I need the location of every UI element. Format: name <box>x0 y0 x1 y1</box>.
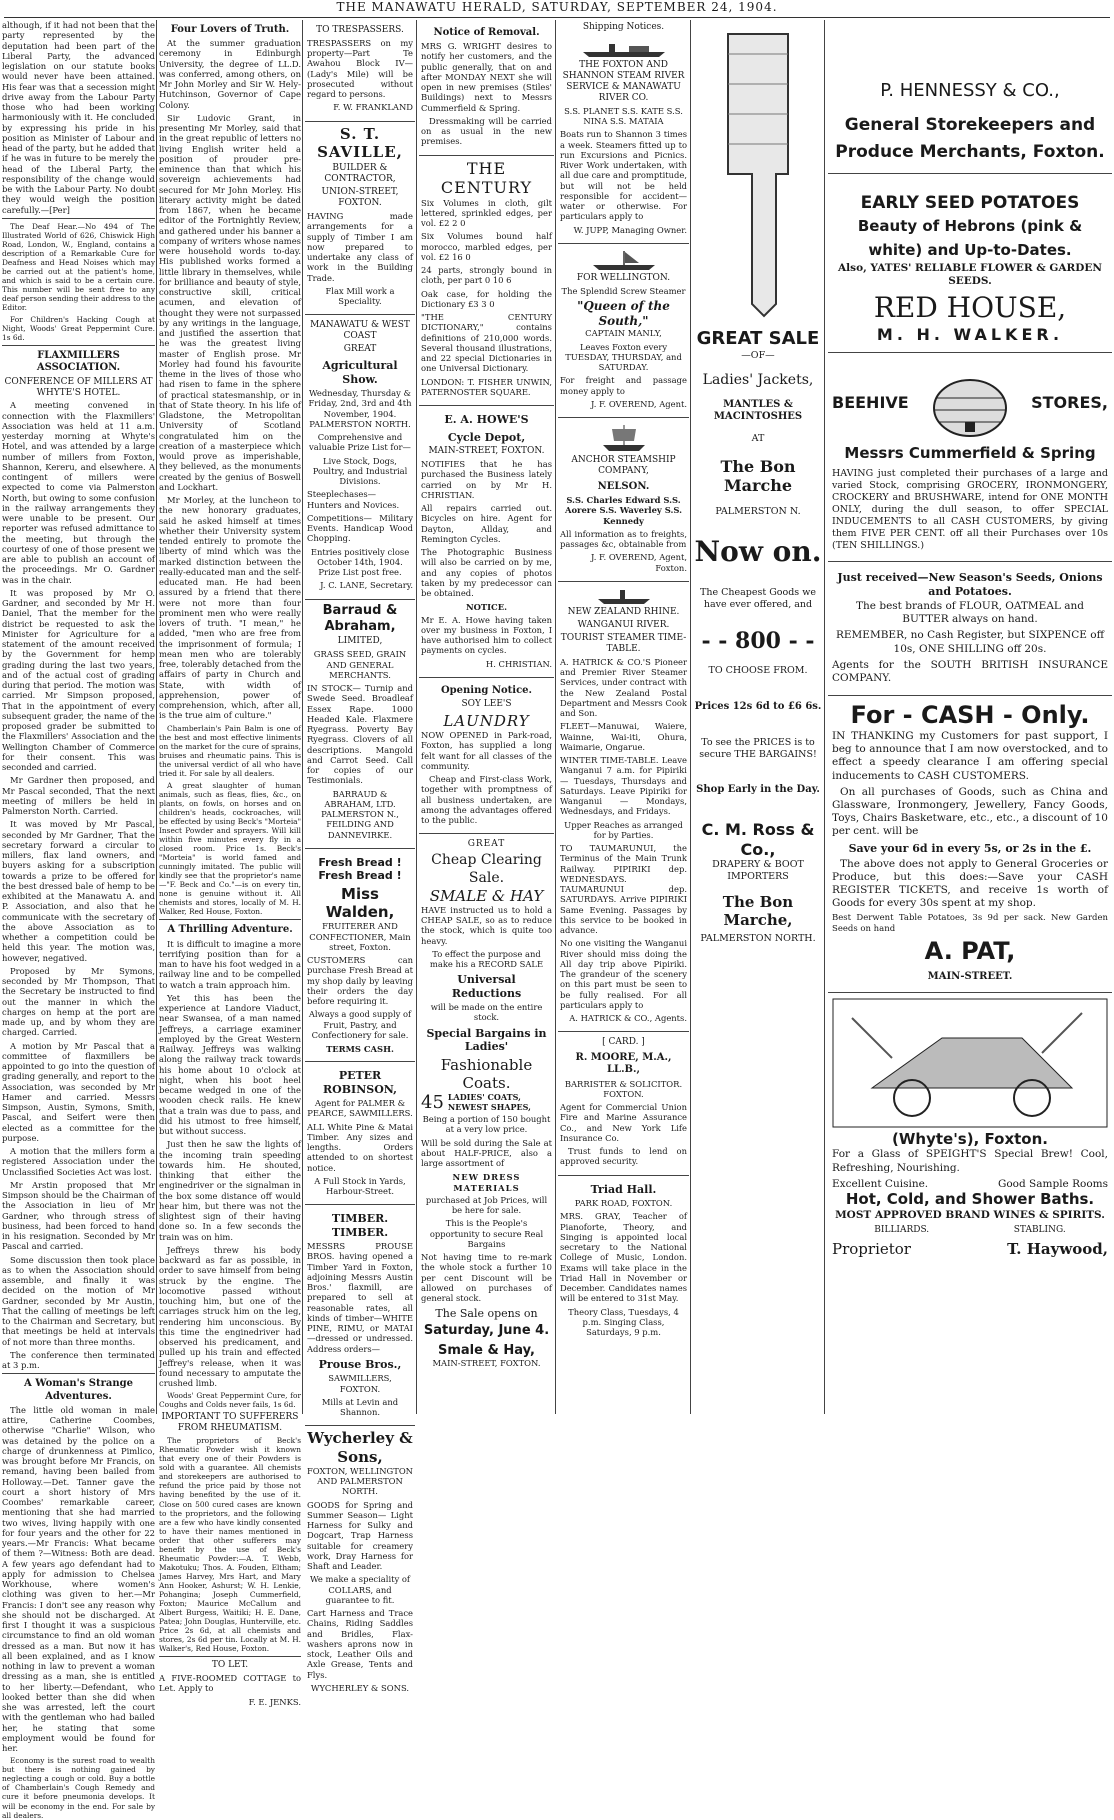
ad-river-service <box>558 35 689 244</box>
ad-text: A FIVE-ROOMED COTTAGE to Let. Apply to <box>159 1673 301 1694</box>
ad-text: Theory Class, Tuesdays, 4 p.m. Singing Class, Saturdays, 9 p.m. <box>568 1306 679 1338</box>
ad-subheading: TOURIST STEAMER TIME-TABLE. <box>560 632 687 654</box>
article-text: Sir Ludovic Grant, in presenting Mr Morley, said that in the great republic of letters no living English writer held a position of prouder pre-eminence than that which his sovereign achievements had secured for Mr John Morley. His literary activity might be dated from 1867, when he became editor of the Fortnightly Review, and gathered under his banner a company of writers whose names were household words to-day. His published works formed a little library in themselves, while for brilliance and beauty of style, constructive skill, critical acumen, and elevation of thought they were not surpassed by any writings in the language, and justified the assertion that he was the greatest living master of English prose. Mr Morley had found his favourite theme in the lives of those who had risen to fame in the sphere of practical statesmanship, or in that of State theory. In his life of Gladstone, the Metropolitan University of Scotland congratulated him on the creation of a masterpiece which would prove as imperishable, they believed, as the monuments created by the genius of Boswell and Lockhart. <box>159 112 301 492</box>
article-text: Proposed by Mr Symons, seconded by Mr Thompson, That the Secretary be instructed to find out the manner in which the charges on hemp at the port are made up, and by whom they are charged. Carried. <box>2 965 155 1038</box>
ad-text: HAVING just completed their purchases of a large and varied Stock, comprising GROCERY, IRONMONGERY, CROCKERY and BRUSHWARE, intend for ONE MONTH ONLY, during the dull season, to offer SPECIAL INDUCEMENTS to all CASH CUSTOMERS, by giving them FIVE PER CENT. off all their Purchases over 10s (TEN SHILLINGS.) <box>832 468 1108 551</box>
ship-icon <box>589 249 659 271</box>
ad-text: DRAPERY & BOOT IMPORTERS <box>712 859 804 883</box>
ad-text: Wednesday, Thursday & Friday, 2nd, 3rd and 4th November, 1904. PALMERSTON NORTH. <box>308 388 412 429</box>
article-text: For Children's Hacking Cough at Night, Woods' Great Peppermint Cure. 1s 6d. <box>2 315 155 343</box>
ad-text: The best brands of FLOUR, OATMEAL and BUTTER always on hand. <box>856 600 1084 626</box>
ad-saville <box>305 122 415 316</box>
ad-heading: RED HOUSE, <box>873 291 1067 325</box>
ad-heading: Miss Walden, <box>325 884 395 921</box>
article-text: It was proposed by Mr O. Gardner, and seconded by Mr H. Daniel, That the member for the district be requested to ask the Minister for Agriculture for a statement of the amount received by the Government for hemp grading during the last two years, and of the actual cost of grading during that period. The motion was carried. Mr Simpson proposed, That in the appointment of every subsequent grader, the name of the proposed grader be submitted to the Flaxmillers' Association and the Wellington Chamber of Commerce for their consent. This was seconded and carried. <box>2 587 155 773</box>
ad-signature: WYCHERLEY & SONS. <box>310 1682 410 1693</box>
divider <box>2 1373 155 1374</box>
column-6 <box>694 20 822 1414</box>
ad-heading: EARLY SEED POTATOES <box>860 193 1080 214</box>
column-rule <box>555 20 556 1414</box>
ad-text: GOODS for Spring and Summer Season— Light Harness for Sulky and Dogcart, Trap Harness suitable for creamery work, Dray Harness for Shaft and Leader. <box>307 1499 413 1572</box>
ad-heading: FOR WELLINGTON. <box>576 272 671 283</box>
ad-text: MAIN-STREET, FOXTON. <box>432 1358 541 1369</box>
ad-text: TO TAUMARUNUI, the Terminus of the Main Trunk Railway. PIPIRIKI dep. WEDNESDAYS. TAUMARUNUI dep. SATURDAYS. Arrive PIPIRIKI Same Evening. Passages by this service to be booked in advance. <box>560 843 687 936</box>
ad-heading: Fresh Bread ! Fresh Bread ! <box>318 855 402 883</box>
ad-heading: Triad Hall. <box>590 1182 657 1196</box>
ad-text: This is the People's opportunity to secure Real Bargains <box>429 1218 544 1249</box>
ad-text: NOTIFIES that he has purchased the Business lately carried on by Mr H. CHRISTIAN. <box>421 459 552 500</box>
hotel-proprietor <box>832 1240 1108 1258</box>
ad-label: [ CARD. ] <box>602 1037 645 1048</box>
ad-text: Dressmaking will be carried on as usual in the new premises. <box>421 115 552 147</box>
ad-text: AT <box>751 432 765 444</box>
ad-heading: Save your 6d in every 5s, or 2s in the £. <box>848 842 1092 856</box>
ad-timber <box>305 1205 415 1426</box>
ad-heading: Opening Notice. <box>440 684 533 696</box>
ad-heading: The Bon Marche <box>720 456 796 496</box>
ad-heading: BEEHIVE <box>832 393 909 413</box>
steamer-icon <box>579 40 669 58</box>
river-steamer-icon <box>594 587 654 605</box>
ad-text: All repairs carried out. Bicycles on hire. Agent for Dayton, Allday, and Remington Cycles. <box>421 503 552 544</box>
ad-signature: W. JUPP, Managing Owner. <box>573 224 687 235</box>
ad-text: FOXTON, WELLINGTON AND PALMERSTON NORTH. <box>307 1465 414 1497</box>
ad-heading: TO LET. <box>211 1660 249 1671</box>
article-heading: Four Lovers of Truth. <box>170 24 290 35</box>
ad-text: CAPTAIN MANLY, <box>585 328 662 339</box>
ad-text: FRUITERER AND CONFECTIONER, Main street, Foxton. <box>309 921 411 952</box>
ad-text: For freight and passage money apply to <box>560 375 687 396</box>
column-rule <box>156 20 157 1414</box>
ad-text: Six Volumes in cloth, gilt lettered, sprinkled edges, per vol. £2 2 0 <box>421 197 552 229</box>
ad-text: The Splendid Screw Steamer <box>561 285 686 296</box>
ad-text: —OF— <box>741 349 775 361</box>
ad-show <box>305 315 415 599</box>
column-rule <box>690 20 691 1414</box>
ad-text: HAVING made arrangements for a supply of Timber I am now prepared to undertake any class of work in the Building Trade. <box>307 211 413 283</box>
ad-signature: J. F. OVEREND, Agent, Foxton. <box>590 552 687 573</box>
article-text: The Deaf Hear.—No 494 of The Illustrated World of 626, Chiswick High Road, London, W., England, contains a description of a Remarkable Cure for Deafness and Head Noises which may be carried out at the patient's home, and which is said to be a certain cure. This number will be sent free to any deaf person sending their address to the Editor. <box>2 221 155 313</box>
ad-text: Best Derwent Table Potatoes, 3s 9d per sack. New Garden Seeds on hand <box>832 913 1108 934</box>
ad-heading: MANTLES & MACINTOSHES <box>713 398 803 422</box>
article-text: A meeting convened in connection with the Flaxmillers' Association was held at 11 a.m. yesterday morning at Whyte's Hotel, and was attended by a large number of millers from Foxton, Shannon, Kereru, and elsewhere. A contingent of millers were expected to come via Palmerston North, but owing to some confusion in the railway arrangements they were unable to be present. Our reporter was refused admittance to the meeting, but through the courtesy of one of those present we are able to publish an account of the proceedings. Mr O. Gardner was in the chair. <box>2 400 155 585</box>
article-text: It was moved by Mr Pascal, seconded by Mr Gardner, That the secretary forward a circular to millers, flax land owners, and buyers asking for a subscription towards a prize to be offered for the best dressed bale of hemp to be exhibited at the Manawatu A. and P. Association, and also that he communicate with the secretary of the above Association as to whether a competition could be held this year. The motion was, however, negatived. <box>2 819 155 963</box>
ad-subheading: UNION-STREET, FOXTON. <box>321 187 399 209</box>
ad-laundry <box>419 678 554 835</box>
ad-text: Mills at Levin and Shannon. <box>321 1396 399 1418</box>
ad-text: NOW OPENED in Park-road, Foxton, has supplied a long felt want for all classes of the community. <box>421 730 552 771</box>
ad-text: Mr E. A. Howe having taken over my business in Foxton, I have authorised him to collect payments on cycles. <box>421 614 552 656</box>
ad-heading: C. M. Ross & Co., <box>701 820 815 859</box>
article-text: The little old woman in male attire, Catherine Coombes, otherwise "Charlie" Wilson, who was detained by the police on a charge of drunkenness at Pimlico, was brought before Mr Francis, on remand, having been bailed from Holloway.—Det. Tanner gave the court a short history of Mrs Coombes' remarkable career, mentioning that she had married two wives, living happily with one for four years and the other for 22 years.—Mr Francis: What became of them ?—Witness: Both are dead. A few years ago defendant had to apply for admission to Chelsea Workhouse, where women's clothing was given to her.—Mr Francis: I don't see any reason why she should not be discharged. At first I thought it was a suspicious circumstance to find an old woman dressed as a man. But now it has all been explained, and as I know nothing in law to prevent a woman dressing as a man, she is entitled to her liberty.—Defendant, who looked better than she did when she was arrested, left the court with the gentleman who had bailed her, he stating that some employment would be found for her. <box>2 1404 155 1754</box>
ad-wellington <box>558 244 689 418</box>
ad-text: Agent for Commercial Union Fire and Marine Assurance Co., and New York Life Insurance Co. <box>560 1102 687 1143</box>
ad-text: Upper Reaches as arranged for by Parties. <box>564 819 683 840</box>
column-3 <box>305 20 415 1693</box>
ad-signature: F. E. JENKS. <box>248 1696 301 1707</box>
ad-text: Live Stock, Dogs, Poultry, and Industrial Divisions. <box>312 455 408 487</box>
ad-subheading: MAIN-STREET, FOXTON. <box>428 446 545 457</box>
coats-line <box>421 1092 552 1114</box>
ad-heading: The Bon Marche, <box>722 892 794 929</box>
article-text: A motion that the millers form a registered Association under the Unclassified Societies Act was lost. <box>2 1146 155 1177</box>
ad-text: Not having time to re-mark the whole stock a further 10 per cent Discount will be allowed on purchases of general stock. <box>421 1252 552 1304</box>
ad-anchor <box>558 418 689 582</box>
ad-text: BARRAUD & ABRAHAM, LTD. PALMERSTON N., FEILDING AND DANNEVIRKE. <box>321 788 399 840</box>
article-text: although, if it had not been that the party represented by the deputation had been part of the Liberal Party, the advanced legislation on our statute books would never have been attained. His fear was that a secession might drive away from the Labour Party those who had been working harmoniously with it. He concluded by expressing his pride in his position as Minister of Labour and head of the party, but he added that if he was in future to be merely the head of the Liberal Party, the responsibility of the change would be with the Labour Party. No doubt they would weigh the position carefully.—[Per] <box>2 20 155 215</box>
ad-heading: Beauty of Hebrons (pink & white) and Up-to-Dates. <box>857 217 1083 260</box>
column-4 <box>419 20 554 1414</box>
ad-text: To see the PRICES is to secure THE BARGAINS! <box>699 737 817 760</box>
ad-moore <box>558 1032 689 1175</box>
ad-century <box>419 156 554 407</box>
ad-seed-potatoes <box>828 174 1112 353</box>
ad-text: Cart Harness and Trace Chains, Riding Saddles and Bridles, Flax-washers aprons now in stock, Leather Oils and Axle Grease, Tents and Flys. <box>307 1608 413 1680</box>
ad-text: IN THANKING my Customers for past support, I beg to announce that I am now overstocked, and to effect a speedy clearance I am offering special inducements to CASH CUSTOMERS. <box>832 730 1108 782</box>
ad-whytes-hotel <box>828 993 1112 1265</box>
ad-text: TRESPASSERS on my property—Part Te Awahou Block IV—(Lady's Mile) will be prosecuted without regard to persons. <box>307 37 413 100</box>
pointing-hand-icon <box>718 24 798 324</box>
ad-beehive <box>828 353 1112 562</box>
ad-text: Cheap and First-class Work, together with promptness of all business undertaken, are among the advantages offered to the public. <box>421 774 552 826</box>
masthead-title: THE MANAWATU HERALD, SATURDAY, SEPTEMBER 24, 1904. <box>336 0 778 14</box>
ad-subheading: MAIN-STREET. <box>927 970 1013 982</box>
ad-heading: S. T. SAVILLE, <box>317 124 403 162</box>
ad-heading: Shop Early in the Day. <box>696 784 820 796</box>
ad-heading: Barraud & Abraham, <box>322 602 398 634</box>
article-text: A great slaughter of human animals, such as fleas, flies, &c., on plants, on fowls, on horses and on children's heads, cockroaches, will be effected by using Beck's "Morteia" Insect Powder and sprayers. Will kill within five minutes every fly in a closed room. Price 1s. Beck's "Morteia" is world famed and cunningly imitated. The public will kindly see that the proprietor's name—"F. Beck and Co."—is on every tin, none is genuine without it. All chemists and stores, locally of M. H. Walker, Red House, Foxton. <box>159 780 301 917</box>
ad-text: Agent for PALMER & PEARCE, SAWMILLERS. <box>307 1098 413 1119</box>
ad-text: Steeplechases— Hunters and Novices. <box>307 489 400 510</box>
ad-subheading: LIMITED, <box>337 636 383 647</box>
ad-text: CUSTOMERS can purchase Fresh Bread at my shop daily by leaving their orders the day before requiring it. <box>307 955 413 1006</box>
column-5 <box>558 20 689 1414</box>
ad-heading: (Whyte's), Foxton. <box>892 1130 1048 1149</box>
beehive-header <box>832 368 1108 438</box>
ad-text: The Cheapest Goods we have ever offered, and <box>700 587 816 610</box>
ad-heading: R. MOORE, M.A., LL.B., <box>575 1052 672 1076</box>
coats-count: 45 <box>421 1092 444 1114</box>
ad-walden <box>305 849 415 1062</box>
ad-subheading: BUILDER & CONTRACTOR, <box>324 163 396 185</box>
ad-text: PARK ROAD, FOXTON. <box>574 1198 673 1209</box>
ad-text: IN STOCK— Turnip and Swede Seed. Broadleaf Essex Rape. 1000 Headed Kale. Flaxmere Ryegrass. Poverty Bay Ryegrass. Clovers of all descriptions. Mangold and Carrot Seed. Call for copies of our Testimonials. <box>307 683 413 786</box>
hotel-features <box>832 1178 1108 1191</box>
ad-subheading: SOY LEE'S <box>461 698 512 709</box>
ad-text: Excellent Cuisine. <box>832 1177 929 1190</box>
ad-heading: NEW DRESS MATERIALS <box>452 1172 521 1193</box>
ad-text: Good Sample Rooms <box>997 1177 1108 1190</box>
ad-text: A Full Stock in Yards, Harbour-Street. <box>314 1175 406 1197</box>
beehive-icon <box>925 368 1015 438</box>
ad-heading: Ladies' Jackets, <box>702 371 814 388</box>
ad-heading: NELSON. <box>597 481 650 492</box>
ad-heading: "Queen of the South," <box>577 299 670 328</box>
ad-heading: PETER ROBINSON, <box>323 1069 397 1096</box>
article-text: Mr Arstin proposed that Mr Simpson should be the Chairman of the Association in lieu of Mr Gardner, who through stress of business, had been forced to hand in his resignation. Seconded by Mr Pascal and carried. <box>2 1179 155 1252</box>
ad-heading: NOTICE. <box>465 602 508 613</box>
ad-signature: J. C. LANE, Secretary. <box>320 580 413 591</box>
ad-heading: NEW ZEALAND RHINE. <box>567 606 680 617</box>
ad-heading: Just received—New Season's Seeds, Onions and Potatoes. <box>837 571 1103 598</box>
ad-subheading: GREAT <box>343 344 377 355</box>
ad-heading: Agricultural Show. <box>322 359 398 386</box>
ad-subheading: WANGANUI RIVER. <box>577 619 670 630</box>
ad-text: Being a portion of 150 bought at a very low price. <box>422 1114 551 1135</box>
article-heading: FLAXMILLERS ASSOCIATION. <box>36 350 121 374</box>
ad-heading: TIMBER. TIMBER. <box>331 1212 389 1239</box>
ad-text: Proprietor <box>832 1239 911 1258</box>
ad-heading: GREAT <box>467 839 506 850</box>
article-text: Mr Gardner then proposed, and Mr Pascal seconded, That the next meeting of millers be held in Palmerston North. Carried. <box>2 775 155 817</box>
article-text: The proprietors of Beck's Rheumatic Powder wish it known that every one of their Powders is sold with a guarantee. All chemists and storekeepers are authorised to refund the price paid by those not having benefited by the use of it. Close on 500 cured cases are known to the proprietors, and the following are a few who have kindly consented to have their names mentioned in order that other sufferers may benefit by the use of Beck's Rheumatic Powder:—A. T. Webb, Makotuku; Thos. A. Fouden, Eltham; James Harvey, Mrs Hart, and Mary Ann Hooker, Ashurst; W. H. Lenkie, Pohangina; Joseph Cummerfield, Foxton; Maurice McCallum and Albert Burgess, Waitiki; H. E. Dane, Patea; John Douglas, Hunterville, etc. Price 2s 6d, at all chemists and stores, 2s 6d per tin. Locally at M. H. Walker's, Red House, Foxton. <box>159 1436 301 1653</box>
ad-text: "THE CENTURY DICTIONARY," contains definitions of 210,000 words. Several thousand illustrations, and 22 special Dictionaries in one Universal Dictionary. <box>421 312 552 374</box>
article-text: Woods' Great Peppermint Cure, for Coughs and Colds never fails, 1s 6d. <box>159 1391 301 1410</box>
ad-text: Also, YATES' RELIABLE FLOWER & GARDEN SEEDS. <box>838 262 1102 288</box>
ad-heading: M. H. WALKER. <box>876 325 1064 345</box>
article-subheading: IMPORTANT TO SUFFERERS FROM RHEUMATISM. <box>161 1412 299 1434</box>
ad-text: TO CHOOSE FROM. <box>708 665 808 677</box>
ad-heading: THE FOXTON AND SHANNON STEAM RIVER SERVICE & MANAWATU RIVER CO. <box>562 59 685 103</box>
divider <box>2 218 155 219</box>
ad-text: MRS. GRAY, Teacher of Pianoforte, Theory, and Singing is appointed local secretary to the National College of Music, London. Exams will take place in the Triad Hall in November or December. Candidates names will be entered to 31st May. <box>560 1211 687 1304</box>
ad-heading: Universal Reductions <box>451 973 522 1000</box>
article-text: A motion by Mr Pascal that a committee of flaxmillers be appointed to go into the question of grading generally, and report to the Association, was seconded by Mr Hamer and carried. Messrs Simpson, Austin, Symons, Smith, Pascal, and Seifert were then elected as a committee for the purpose. <box>2 1040 155 1143</box>
ad-text: SAWMILLERS, FOXTON. <box>328 1373 392 1394</box>
ad-signature: T. Haywood, <box>1007 1239 1108 1258</box>
ad-trespassers <box>305 20 415 122</box>
ad-heading: STORES, <box>1031 393 1108 413</box>
ad-triad <box>558 1176 689 1346</box>
ad-heading: TERMS CASH. <box>326 1044 394 1054</box>
ad-signature: H. CHRISTIAN. <box>485 658 552 669</box>
article-text: Just then he saw the lights of the incoming train speeding towards him. He shouted, thinking that either the enginedriver or the signalman in the box some distance off would hear him, but there was not the slightest sign of their having done so. In a few seconds the train was on him. <box>159 1139 301 1242</box>
ad-seasons-seeds <box>828 562 1112 696</box>
ad-text: REMEMBER, no Cash Register, but SIXPENCE off 10s, ONE SHILLING off 20s. <box>835 629 1105 655</box>
ad-heading: MANAWATU & WEST COAST <box>310 320 410 342</box>
column-rule <box>416 20 417 1414</box>
ad-heading: Smale & Hay, <box>438 1342 535 1358</box>
ad-heading: Saturday, June 4. <box>423 1322 550 1338</box>
ad-text: S.S. Charles Edward S.S. Aorere S.S. Waverley S.S. Kennedy <box>564 495 683 526</box>
ad-heading: TO TRESPASSERS. <box>316 25 404 35</box>
ad-text: purchased at Job Prices, will be here for sale. <box>425 1194 548 1216</box>
ad-heading: THE CENTURY <box>440 158 533 198</box>
ad-text: will be made on the entire stock. <box>430 1002 543 1023</box>
article-text: Mr Morley, at the luncheon to the new honorary graduates, said he asked himself at times whether their University system tended entirely to promote the liberty of mind which was the marked distinction between the really-educated man and the self-educated man. He had been assured by a friend that there were not more than four prominent men who were really lovers of truth. "I mean," he added, "men who are free from the imprisonment of formula; I mean men who are tolerably free, tolerably detached from the affairs of party in Church and State, with width of apprehension, power of comprehension, which, after all, is the true aim of culture." <box>159 495 301 721</box>
divider <box>159 919 301 920</box>
ad-heading: Prices 12s 6d to £6 6s. <box>694 700 822 712</box>
ad-text: LONDON: T. FISHER UNWIN, PATERNOSTER SQUARE. <box>421 376 552 397</box>
ad-text: STABLING. <box>1013 1224 1066 1235</box>
divider <box>2 345 155 346</box>
article-heading: A Woman's Strange Adventures. <box>23 1378 134 1402</box>
article-text: Some discussion then took place as to when the Association should assemble, and finally it was decided on the motion of Mr Gardner, seconded by Mr Austin, That the calling of meetings be left to the Chairman and Secretary, but that meetings be held at intervals of not more than three months. <box>2 1254 155 1347</box>
ad-text: PALMERSTON NORTH. <box>700 933 816 945</box>
ad-hennessy <box>828 20 1112 174</box>
ad-text: BILLIARDS. <box>874 1224 930 1235</box>
ad-text: For a Glass of SPEIGHT'S Special Brew! Cool, Refreshing, Nourishing. <box>832 1148 1108 1174</box>
ad-heading: P. HENNESSY & CO., <box>880 80 1060 101</box>
ad-heading: ANCHOR STEAMSHIP COMPANY, <box>571 455 676 477</box>
ad-text: BARRISTER & SOLICITOR. FOXTON. <box>564 1078 683 1099</box>
ad-text: Six Volumes bound half morocco, marbled edges, per vol. £2 16 0 <box>421 231 552 262</box>
ad-heading: Wycherley & Sons, <box>307 1429 413 1466</box>
ad-text: WINTER TIME-TABLE. Leave Wanganui 7 a.m. for Pipiriki — Tuesdays, Thursdays and Saturdays. Leave Pipiriki for Wanganui — Mondays, Wednesdays, and Fridays. <box>560 755 687 817</box>
ad-howe <box>419 406 554 678</box>
ad-heading: Now on. <box>694 535 822 569</box>
ad-removal <box>419 20 554 156</box>
ad-text: 24 parts, strongly bound in cloth, per part 0 10 6 <box>421 265 552 286</box>
ad-text: FLEET—Manuwai, Waiere, Wainne, Wai-iti, Ohura, Waimarie, Ongarue. <box>560 721 687 752</box>
divider <box>159 1656 301 1657</box>
ad-heading: GREAT SALE <box>696 328 820 349</box>
column-2 <box>159 20 301 1707</box>
ad-heading: Cycle Depot, <box>447 430 526 444</box>
masthead <box>0 0 1114 18</box>
hotel-amenities <box>832 1225 1108 1236</box>
article-text: Jeffreys threw his body backward as far as possible, in order to save himself from being struck by the engine. The locomotive passed without touching him, but one of the carriages struck him on the leg, rendering him unconscious. By this time the enginedriver had observed his predicament, and pulled up his train and effected Jeffrey's release, when it was found necessary to amputate the crushed limb. <box>159 1244 301 1389</box>
ad-text: Agents for the SOUTH BRITISH INSURANCE COMPANY. <box>832 658 1108 684</box>
ad-robinson <box>305 1062 415 1205</box>
ad-text: We make a speciality of COLLARS, and guarantee to fit. <box>309 1574 411 1605</box>
ad-text: Oak case, for holding the Dictionary £3 3 0 <box>421 288 552 309</box>
ad-heading: LAUNDRY <box>443 711 530 730</box>
ad-heading: A. PAT, <box>924 937 1016 966</box>
ad-wycherley <box>305 1426 415 1701</box>
column-rule <box>302 20 303 1414</box>
ad-heading: General Storekeepers and Produce Merchants, Foxton. <box>835 114 1105 163</box>
ad-text: Always a good supply of Fruit, Pastry, and Confectionery for sale. <box>308 1009 412 1040</box>
ad-text: ALL White Pine & Matai Timber. Any sizes and lengths. Orders attended to on shortest notice. <box>307 1121 413 1173</box>
column-1 <box>2 20 155 1820</box>
ad-heading: For - CASH - Only. <box>850 700 1090 729</box>
ad-text: All information as to freights, passages &c, obtainable from <box>560 528 687 550</box>
article-text: At the summer graduation ceremony in Edinburgh University, the degree of LL.D. was conferred, among others, on Mr John Morley and Sir W. Hely-Hutchinson, Governor of Cape Colony. <box>159 38 301 110</box>
article-text: It is difficult to imagine a more terrifying position than for a man to have his foot wedged in a railway line and to be compelled to watch a train approach him. <box>159 938 301 990</box>
ad-text: MRS G. WRIGHT desires to notify her customers, and the public generally, that on and after MONDAY NEXT she will open in new premises (Stiles' Buildings) next to Messrs Cummerfield & Spring. <box>421 41 552 113</box>
ad-heading: Cheap Clearing Sale. <box>431 852 542 886</box>
ad-signature: F. W. FRANKLAND <box>333 102 413 113</box>
column-7 <box>828 20 1112 1414</box>
ad-text: HAVE instructed us to hold a CHEAP SALE, so as to reduce the stock, which is quite too heavy. <box>421 904 552 946</box>
ad-heading: - - 800 - - <box>701 628 815 655</box>
coach-illustration-icon <box>832 998 1108 1128</box>
article-text: The conference then terminated at 3 p.m. <box>2 1349 155 1371</box>
ad-text: A. HATRICK & CO.'S Pioneer and Premier River Steamer Services, under contract with the New Zealand Postal Department and Messrs Cook and Son. <box>560 656 687 719</box>
ad-text: The Photographic Business will also be carried on by me, and any copies of photos taken by my predecessor can be obtained. <box>421 547 552 598</box>
sailing-ship-icon <box>599 423 649 453</box>
article-text: Yet this has been the experience at Landore Viaduct, near Swansea, of a man named Jeffreys, a carriage examiner employed by the Great Western Railway. Jeffreys was walking along the railway track towards his home about 10 o'clock at night, when his boot heel became wedged in one of the wooden check rails. He knew that a train was due to pass, and did his utmost to free himself, but without success. <box>159 992 301 1137</box>
article-subheading: CONFERENCE OF MILLERS AT WHYTE'S HOTEL. <box>4 376 153 398</box>
ad-barraud <box>305 600 415 849</box>
section-heading: Shipping Notices. <box>582 22 665 32</box>
article-text: Chamberlain's Pain Balm is one of the best and most effective liniments on the market for the cure of sprains, bruises and rheumatic pains. This is the universal verdict of all who have tried it. For sale by all dealers. <box>159 723 301 778</box>
ad-text: No one visiting the Wanganui River should miss doing the All day trip above Pipiriki. The grandeur of the scenery on this part must be seen to be fully realised. For all particulars apply to <box>560 938 687 1010</box>
ad-text: To effect the purpose and make his a RECORD SALE <box>429 948 544 970</box>
ad-heading: Notice of Removal. <box>433 27 540 38</box>
ad-signature: J. F. OVEREND, Agent. <box>590 398 687 409</box>
ad-text: On all purchases of Goods, such as China and Glassware, Ironmongery, Jewellery, Fancy Goods, Toys, Chairs Basketware, etc., etc., a discount of 10 per cent. will be <box>832 785 1108 838</box>
ad-text: The above does not apply to General Groceries or Produce, but this does:—Save your CASH REGISTER TICKETS, and receive 1s worth of Goods for every 30s spent at my shop. <box>832 857 1108 910</box>
ad-heading: The Sale opens on <box>435 1307 538 1321</box>
ad-text: Boats run to Shannon 3 times a week. Steamers fitted up to run Excursions and Picnics. River Work undertaken, with all due care and promptitude, but will not be held responsible for accident—water or otherwise. For particulars apply to <box>560 129 687 222</box>
ad-text: MESSRS PROUSE BROS. having opened a Timber Yard in Foxton, adjoining Messrs Austin Bros.' flaxmill, are prepared to sell at reasonable rates, all kinds of timber—WHITE PINE, RIMU, or MATAI—dressed or undressed. Address orders— <box>307 1241 413 1354</box>
ad-smale-hay <box>419 834 554 1376</box>
ad-cash-only <box>828 696 1112 993</box>
ad-text: LADIES' COATS, NEWEST SHAPES, <box>447 1092 531 1113</box>
ad-heading: E. A. HOWE'S <box>444 413 529 427</box>
masthead-rule <box>4 17 1110 18</box>
ad-wanganui <box>558 582 689 1032</box>
ad-heading: Fashionable Coats. <box>440 1055 533 1092</box>
ad-text: Leaves Foxton every TUESDAY, THURSDAY, and SATURDAY. <box>565 341 682 373</box>
article-text: Economy is the surest road to wealth but there is nothing gained by neglecting a cough or cold. Buy a bottle of Chamberlain's Cough Remedy and cure it before pneumonia develops. It will be economy in the end. For sale by all dealers. <box>2 1756 155 1820</box>
ad-heading: Messrs Cummerfield & Spring <box>844 443 1096 462</box>
ad-text: MOST APPROVED BRAND WINES & SPIRITS. <box>835 1208 1105 1221</box>
ad-text: Competitions— Military Events. Handicap Wood Chopping. <box>307 512 413 544</box>
ad-text: GRASS SEED, GRAIN AND GENERAL MERCHANTS. <box>313 649 407 680</box>
article-heading: A Thrilling Adventure. <box>167 924 293 936</box>
ad-text: Comprehensive and valuable Prize List for— <box>309 432 411 453</box>
ad-text: Will be sold during the Sale at about HALF-PRICE, also a large assortment of <box>421 1137 552 1169</box>
ad-text: Flax Mill work a Speciality. <box>325 285 395 307</box>
ad-heading: SMALE & HAY <box>429 886 544 905</box>
ad-heading: Hot, Cold, and Shower Baths. <box>845 1190 1095 1209</box>
ad-heading: Special Bargains in Ladies' <box>426 1026 547 1054</box>
ad-text: PALMERSTON N. <box>715 505 801 517</box>
ad-text: S.S. PLANET S.S. KATE S.S. NINA S.S. MATAIA <box>564 105 683 127</box>
column-rule <box>824 20 825 1414</box>
ad-heading: Prouse Bros., <box>318 1357 402 1371</box>
ad-text: Entries positively close October 14th, 1904. Prize List post free. <box>310 546 410 578</box>
ad-signature: A. HATRICK & CO., Agents. <box>569 1013 687 1024</box>
ad-text: Trust funds to lend on approved security. <box>560 1146 687 1167</box>
